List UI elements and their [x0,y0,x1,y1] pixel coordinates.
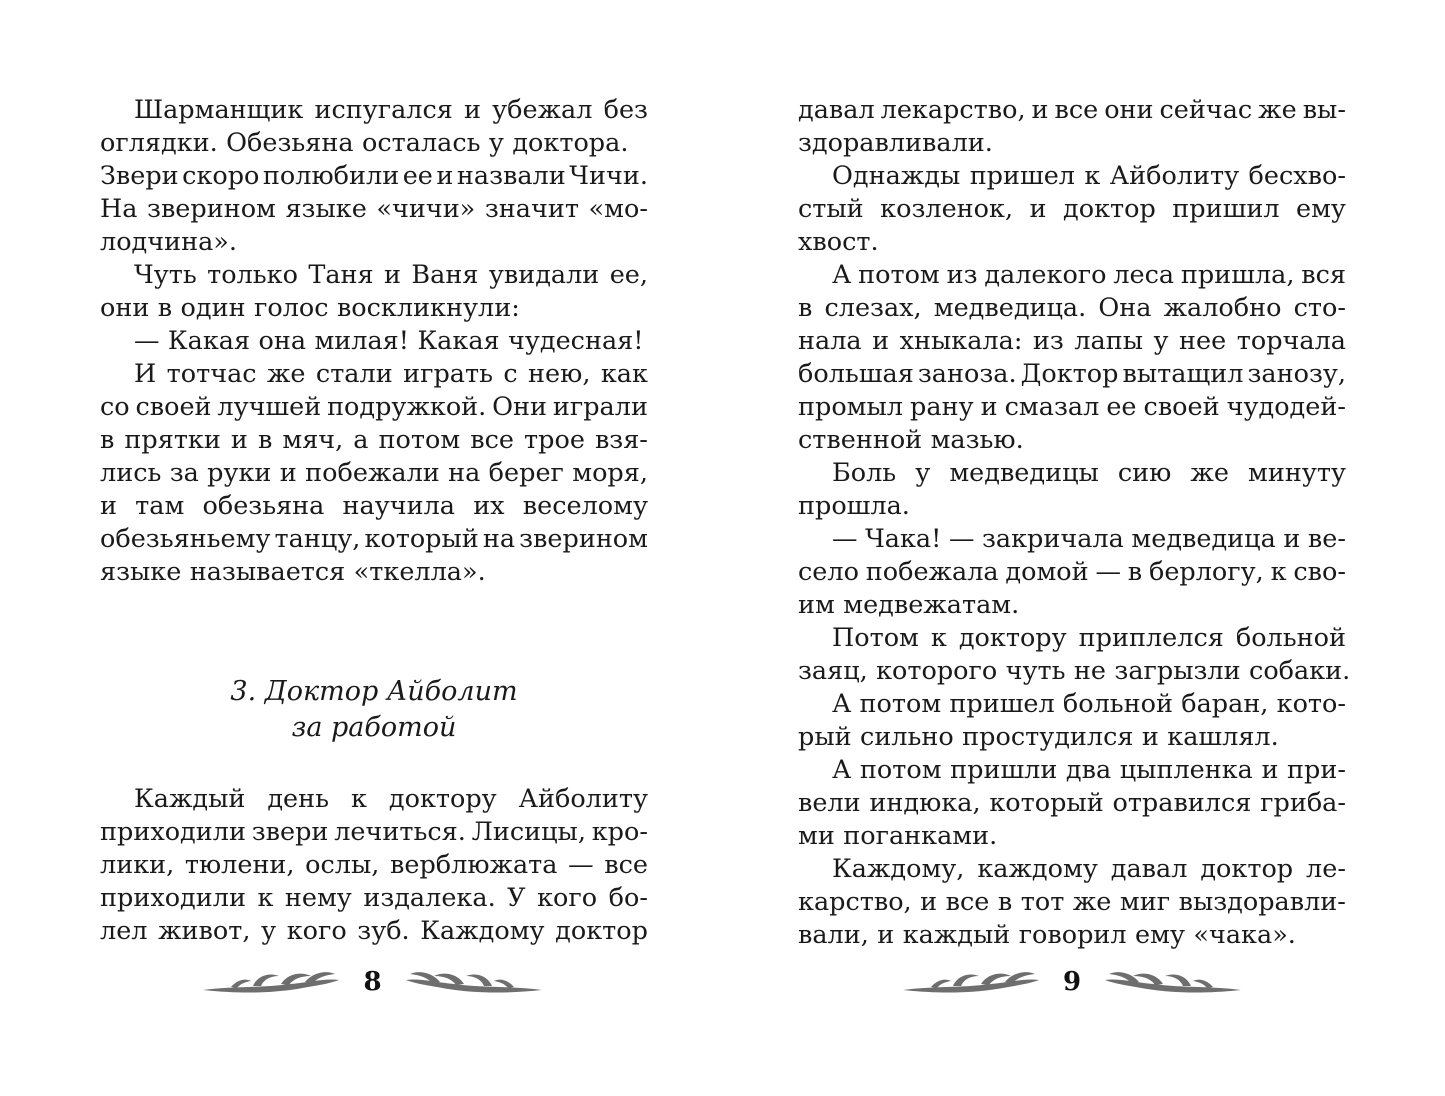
text-line: карство, и все в тот же миг выздоравли- [798,887,1346,917]
text-line: вели индюка, который отравился гриба- [798,788,1346,818]
page-number-9: 9 [1062,967,1082,997]
text-line: А потом пришел больной баран, кото- [832,689,1346,719]
text-line: ственной мазью. [798,425,1024,455]
text-line: лодчина». [100,227,238,257]
text-line: в слезах, медведица. Она жалобно сто- [798,293,1346,323]
right-page [798,0,1351,1096]
left-bottom-text [100,783,648,948]
text-line: давал лекарство, и все они сейчас же вы- [798,95,1346,125]
text-line: им медвежатам. [798,590,1020,620]
right-page-footer [898,962,1246,1002]
left-top-text [100,94,648,589]
text-line: Боль у медведицы сию же минуту [832,458,1346,488]
text-line: село побежала домой — в берлогу, к сво- [798,557,1346,587]
text-line: А потом пришли два цыпленка и при- [832,755,1346,785]
text-line: хвост. [798,227,879,257]
text-line: со своей лучшей подружкой. Они играли [100,392,648,422]
text-line: вали, и каждый говорил ему «чака». [798,920,1296,950]
text-line: — Чака! — закричала медведица и ве- [832,524,1346,554]
text-line: прошла. [798,491,910,521]
text-line: приходили к нему издалека. У кого бо- [100,883,648,913]
text-line: И тотчас же стали играть с нею, как [134,359,648,389]
right-text [798,94,1351,952]
text-line: Каждый день к доктору Айболиту [134,784,648,814]
text-line: Звери скоро полюбили ее и назвали Чичи. [100,161,648,191]
chapter-heading-line-1: 3. Доктор Айболит [230,676,518,707]
floral-ornament-right-icon [1103,964,1243,1000]
text-line: приходили звери лечиться. Лисицы, кро- [100,817,648,847]
text-line: ми поганками. [798,821,998,851]
chapter-heading [100,674,648,746]
text-line: лики, тюлени, ослы, верблюжата — все [100,850,648,880]
text-line: А потом из далекого леса пришла, вся [832,260,1346,290]
text-line: Однажды пришел к Айболиту бесхво- [832,161,1346,191]
text-line: языке называется «ткелла». [100,557,486,587]
text-line: здоравливали. [798,128,993,158]
text-line: — Какая она милая! Какая чудесная! [134,326,644,356]
text-line: Потом к доктору приплелся больной [832,623,1346,653]
text-line: большая заноза. Доктор вытащил занозу, [798,359,1346,389]
text-line: лел живот, у кого зуб. Каждому доктор [100,916,648,946]
floral-ornament-left-icon [901,964,1041,1000]
text-line: Чуть только Таня и Ваня увидали ее, [134,260,648,290]
text-line: обезьяньему танцу, который на зверином [100,524,648,554]
floral-ornament-right-icon [404,964,544,1000]
text-line: в прятки и в мяч, а потом все трое взя- [100,425,648,455]
floral-ornament-left-icon [201,964,341,1000]
text-line: они в один голос воскликнули: [100,293,520,323]
text-line: нала и хныкала: из лапы у нее торчала [798,326,1346,356]
text-line: На зверином языке «чичи» значит «мо- [100,194,648,224]
chapter-heading-line-2: за работой [291,712,457,743]
page-number-8: 8 [363,967,382,997]
left-page-footer [200,962,545,1002]
text-line: промыл рану и смазал ее своей чудодей- [798,392,1346,422]
text-line: и там обезьяна научила их веселому [100,491,648,521]
text-line: стый козленок, и доктор пришил ему [798,194,1346,224]
left-page [100,0,648,1096]
text-line: заяц, которого чуть не загрызли собаки. [798,656,1351,686]
text-line: Шарманщик испугался и убежал без [134,95,648,125]
text-line: оглядки. Обезьяна осталась у доктора. [100,128,629,158]
text-line: лись за руки и побежали на берег моря, [100,458,648,488]
text-line: рый сильно простудился и кашлял. [798,722,1279,752]
text-line: Каждому, каждому давал доктор ле- [832,854,1346,884]
